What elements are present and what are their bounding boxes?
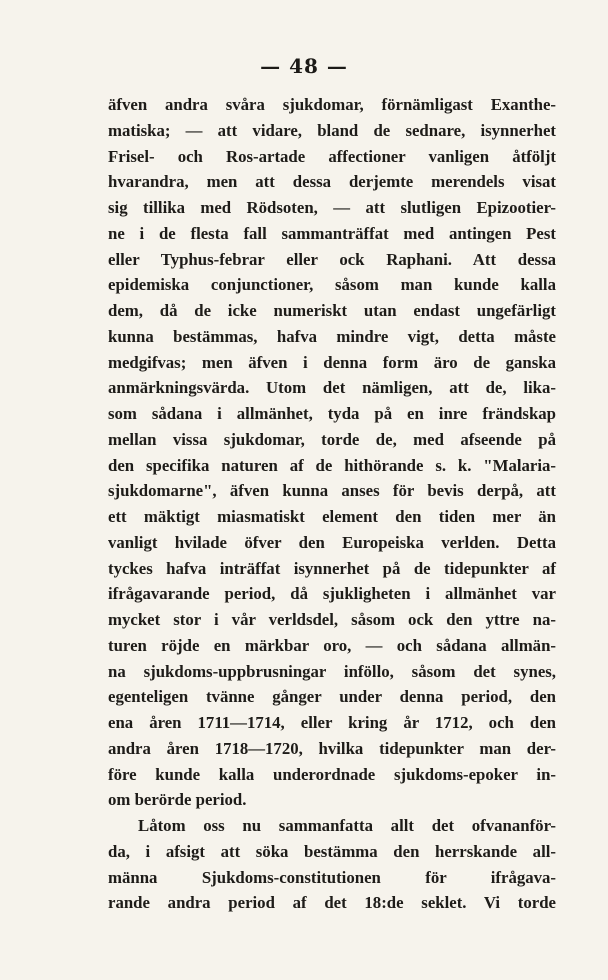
paragraph-end-line: om berörde period. [108, 790, 247, 810]
body-text [108, 92, 556, 916]
text-line: ne i de flesta fall sammanträffat med antingen Pest [108, 223, 556, 243]
text-line: anmärkningsvärda. Utom det nämligen, att de, lika- [108, 378, 556, 398]
page-number: — 48 — [260, 54, 348, 78]
text-line: epidemiska conjunctioner, såsom man kunde kalla [108, 275, 556, 295]
text-line: tyckes hafva inträffat isynnerhet på de tidepunkter af [108, 558, 556, 578]
text-line: mellan vissa sjukdomar, torde de, med afseende på [108, 429, 556, 449]
text-line: matiska; — att vidare, bland de sednare, isynnerhet [108, 120, 556, 140]
text-line: Frisel- och Ros-artade affectioner vanligen åtfölјt [108, 146, 556, 166]
text-line: dem, då de icke numeriskt utan endast ungefärligt [108, 301, 556, 320]
text-line: vanligt hvilade öfver den Europeiska verlden. Detta [108, 532, 556, 552]
text-line: som sådana i allmänhet, tyda på en inre frändskap [108, 404, 556, 423]
text-line: na sjukdoms-uppbrusningar inföllo, såsom det synes, [108, 661, 556, 681]
text-line: ett mäktigt miasmatiskt element den tiden mer än [108, 507, 556, 526]
text-line: medgifvas; men äfven i denna form äro de ganska [108, 352, 556, 372]
text-line: da, i afsigt att söka bestämma den herrskande all- [108, 841, 556, 861]
text-line: mycket stor i vår verldsdel, såsom ock den yttre na- [108, 610, 556, 629]
paragraph-start-line: Låtom oss nu sammanfatta allt det ofvananför- [138, 816, 556, 835]
text-line: rande andra period af det 18:de seklet. Vi torde [108, 893, 556, 913]
text-line: den specifika naturen af de hithörande s. k. "Malaria- [108, 455, 556, 475]
text-line: ifrågavarande period, då sjukligheten i allmänhet var [108, 584, 556, 604]
text-line: sig tillika med Rödsoten, — att slutligen Epizootier- [108, 198, 556, 217]
text-line: hvarandra, men att dessa derjemte merendels visat [108, 172, 556, 192]
text-line: äfven andra svåra sjukdomar, förnämligast Exanthe- [108, 95, 556, 114]
text-line: eller Typhus-febrar eller ock Raphani. Att dessa [108, 249, 556, 269]
text-line: sjukdomarne", äfven kunna anses för bevis derpå, att [108, 481, 556, 501]
text-line: männa Sjukdoms-constitutionen för ifrågava- [108, 867, 556, 887]
text-line: andra åren 1718—1720, hvilka tidepunkter man der- [108, 738, 556, 758]
text-line: turen röjde en märkbar oro, — och sådana allmän- [108, 635, 556, 655]
text-line: före kunde kalla underordnade sjukdoms-epoker in- [108, 764, 556, 784]
text-line: ena åren 1711—1714, eller kring år 1712, och den [108, 713, 556, 732]
text-line: egenteligen tvänne gånger under denna period, den [108, 687, 556, 707]
text-line: kunna bestämmas, hafva mindre vigt, detta måste [108, 326, 556, 346]
